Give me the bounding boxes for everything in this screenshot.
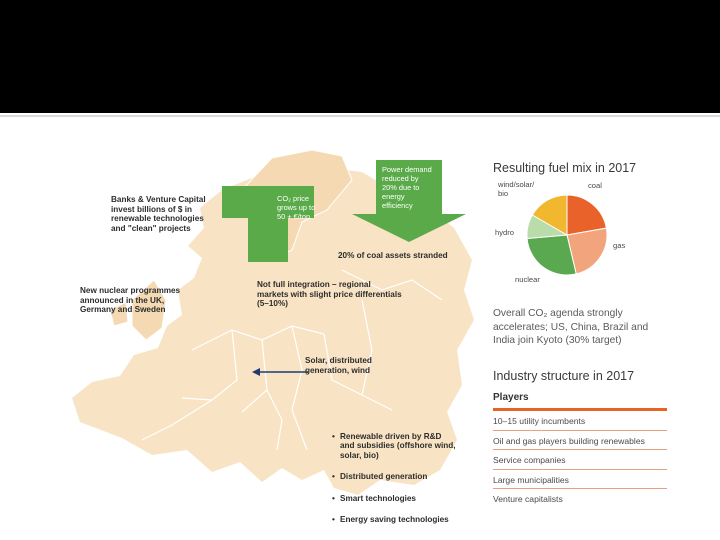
players-list bbox=[493, 411, 667, 509]
title-bar bbox=[0, 0, 720, 113]
divider bbox=[0, 115, 720, 117]
industry-title: Industry structure in 2017 bbox=[493, 369, 635, 383]
pie-label-coal: coal bbox=[588, 181, 602, 190]
list-item: Service companies bbox=[493, 450, 667, 470]
nuclear-annotation: New nuclear programmes announced in the UK, Germany and Sweden bbox=[80, 286, 181, 315]
banks-annotation: Banks & Venture Capital invest billions of $ in renewable technologies and "clean" projects bbox=[111, 195, 206, 234]
list-item: 10–15 utility incumbents bbox=[493, 411, 667, 431]
bullet-item: • Renewable driven by R&D and subsidies (offshore wind, solar, bio) bbox=[332, 431, 456, 461]
solar-annotation: Solar, distributed generation, wind bbox=[305, 356, 372, 375]
co2-price-text: CO₂ price grows up to 50 + €/ton bbox=[277, 194, 316, 221]
pie-label-gas: gas bbox=[613, 241, 626, 250]
technology-bullets bbox=[332, 422, 456, 534]
fuel-mix-pie bbox=[527, 195, 607, 275]
list-item: Oil and gas players building renewables bbox=[493, 431, 667, 451]
list-item: Large municipalities bbox=[493, 470, 667, 490]
pie-label-wind: wind/solar/ bio bbox=[498, 180, 535, 198]
bullet-item: • Smart technologies bbox=[332, 493, 416, 503]
players-heading: Players bbox=[493, 392, 529, 403]
integration-annotation: Not full integration – regional markets with slight price differentials (5–10%) bbox=[257, 280, 402, 309]
bullet-item: • Energy saving technologies bbox=[332, 515, 449, 525]
co2-agenda-text: Overall CO₂ agenda strongly accelerates; US, China, Brazil and India join Kyoto (30% target) bbox=[493, 308, 649, 347]
slide-content bbox=[62, 150, 672, 525]
power-demand-text: Power demand reduced by 20% due to energy efficiency bbox=[382, 165, 432, 210]
pie-label-nuclear: nuclear bbox=[515, 275, 540, 284]
list-item: Venture capitalists bbox=[493, 494, 563, 504]
fuel-mix-title: Resulting fuel mix in 2017 bbox=[493, 161, 637, 175]
coal-stranded-annotation: 20% of coal assets stranded bbox=[338, 251, 448, 260]
pie-label-hydro: hydro bbox=[495, 228, 514, 237]
pie-slice-nuclear bbox=[527, 235, 576, 275]
bullet-item: • Distributed generation bbox=[332, 472, 428, 482]
